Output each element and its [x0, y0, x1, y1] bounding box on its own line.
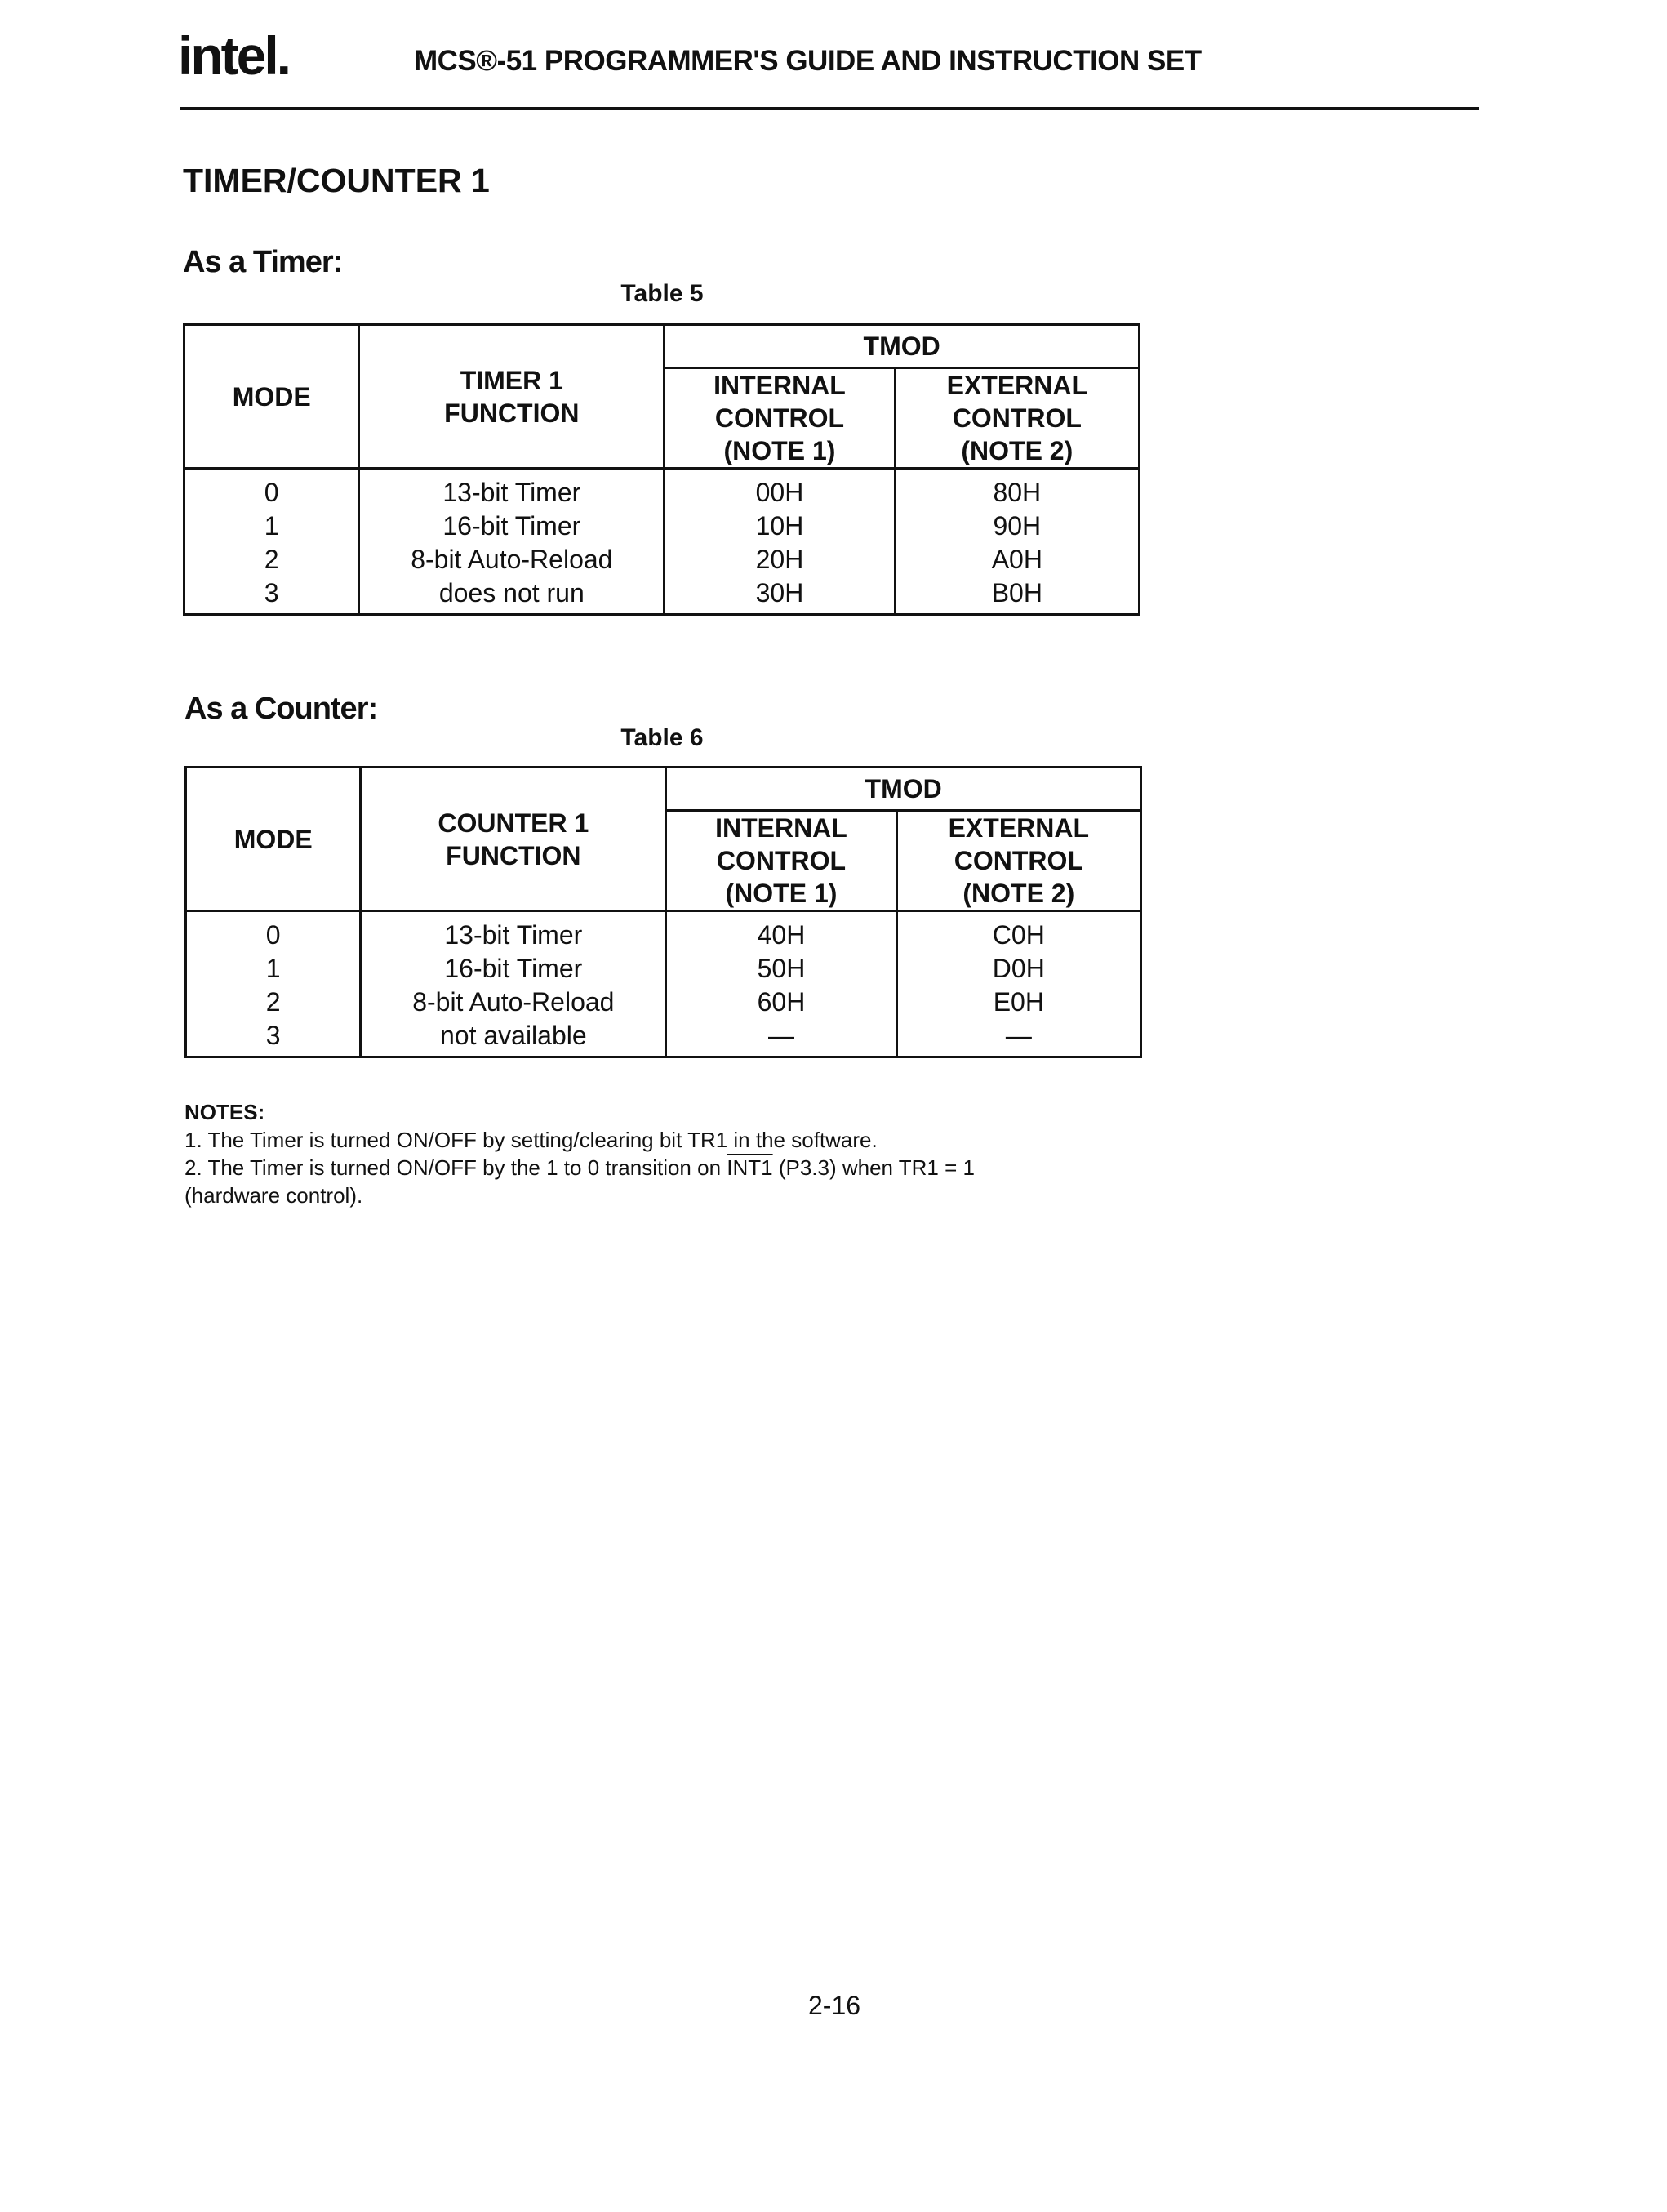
table-row: 1 16-bit Timer 10H 90H: [184, 510, 1140, 543]
table-6-label: Table 6: [620, 724, 704, 751]
table-5: [183, 323, 1140, 616]
table-6: [184, 766, 1142, 1058]
timer-heading: As a Timer:: [183, 245, 343, 279]
mode-header: MODE: [186, 768, 361, 911]
function-header: COUNTER 1 FUNCTION: [361, 768, 666, 911]
note-2-continued: (hardware control).: [184, 1183, 363, 1208]
table-5-label: Table 5: [620, 280, 704, 307]
table-row: 1 16-bit Timer 50H D0H: [186, 952, 1141, 986]
internal-control-header: INTERNAL CONTROL (NOTE 1): [665, 368, 895, 469]
section-title: TIMER/COUNTER 1: [183, 162, 490, 199]
notes: [184, 1098, 1148, 1209]
table-row: 3 not available — —: [186, 1019, 1141, 1057]
notes-heading: NOTES:: [184, 1100, 265, 1124]
table-row: 0 13-bit Timer 00H 80H: [184, 469, 1140, 510]
function-header: TIMER 1 FUNCTION: [359, 325, 665, 469]
counter-heading: As a Counter:: [184, 692, 378, 726]
mode-header: MODE: [184, 325, 359, 469]
note-2: 2. The Timer is turned ON/OFF by the 1 to 0 transition on INT1 (P3.3) when TR1 = 1: [184, 1155, 975, 1180]
tmod-header: TMOD: [665, 325, 1140, 368]
external-control-header: EXTERNAL CONTROL (NOTE 2): [896, 811, 1140, 911]
external-control-header: EXTERNAL CONTROL (NOTE 2): [895, 368, 1139, 469]
header-rule: [180, 107, 1479, 110]
intel-logo: intel.: [178, 25, 290, 86]
internal-control-header: INTERNAL CONTROL (NOTE 1): [666, 811, 896, 911]
running-header: MCS®-51 PROGRAMMER'S GUIDE AND INSTRUCTION SET: [414, 45, 1202, 77]
table-row: 3 does not run 30H B0H: [184, 576, 1140, 615]
note-1: 1. The Timer is turned ON/OFF by setting/clearing bit TR1 in the software.: [184, 1128, 878, 1152]
table-row: 0 13-bit Timer 40H C0H: [186, 911, 1141, 953]
tmod-header: TMOD: [666, 768, 1141, 811]
page-number: 2-16: [808, 1991, 861, 2020]
table-row: 2 8-bit Auto-Reload 60H E0H: [186, 986, 1141, 1019]
table-row: 2 8-bit Auto-Reload 20H A0H: [184, 543, 1140, 576]
